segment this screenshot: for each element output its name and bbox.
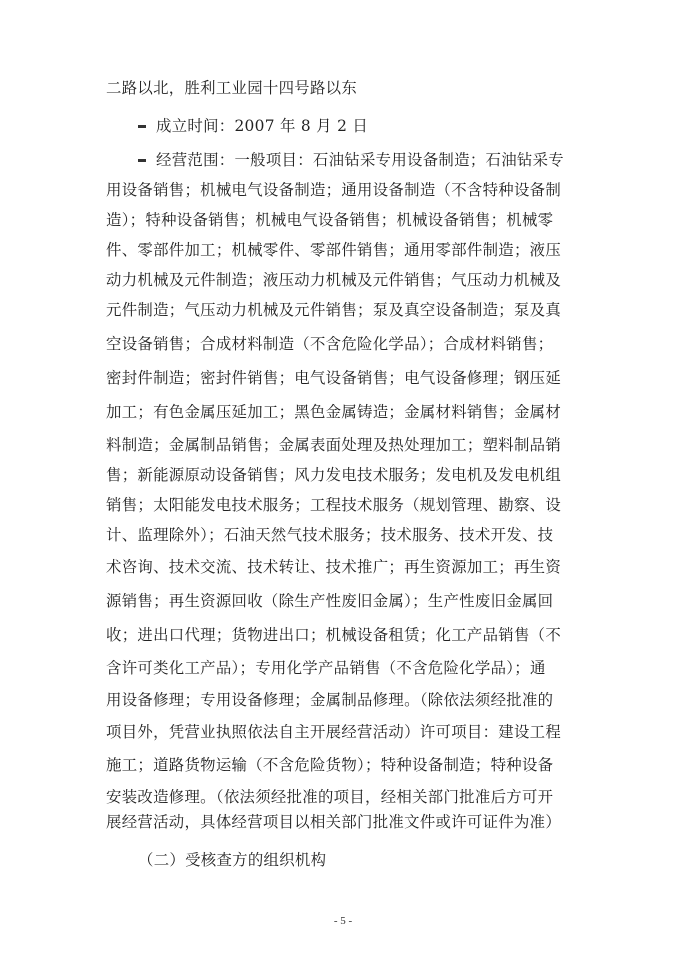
bullet-icon	[138, 159, 146, 162]
business-scope-line: 密封件制造；密封件销售；电气设备销售；电气设备修理；钢压延	[106, 369, 562, 387]
business-scope-line: 展经营活动，具体经营项目以相关部门批准文件或许可证件为准）	[106, 813, 562, 831]
business-scope-line: 项目外，凭营业执照依法自主开展经营活动）许可项目：建设工程	[106, 723, 562, 741]
business-scope-line: 经营范围：一般项目：石油钻采专用设备制造；石油钻采专	[156, 151, 564, 169]
business-scope-line: 料制造；金属制品销售；金属表面处理及热处理加工；塑料制品销	[106, 436, 562, 454]
address-continuation-line	[106, 78, 357, 98]
business-scope-line: 安装改造修理。（依法须经批准的项目，经相关部门批准后方可开	[106, 788, 554, 806]
business-scope-line: 施工；道路货物运输（不含危险货物）；特种设备制造；特种设备	[106, 756, 554, 774]
business-scope-line: 含许可类化工产品）；专用化学产品销售（不含危险化学品）；通	[106, 659, 546, 677]
business-scope-line: 用设备修理；专用设备修理；金属制品修理。（除依法须经批准的	[106, 691, 554, 709]
business-scope-line: 件、零部件加工；机械零件、零部件销售；通用零部件制造；液压	[106, 241, 562, 259]
business-scope-item	[136, 150, 564, 170]
business-scope-line: 计、监理除外）；石油天然气技术服务；技术服务、技术开发、技	[106, 526, 554, 544]
business-scope-line: 收；进出口代理；货物进出口；机械设备租赁；化工产品销售（不	[106, 626, 562, 644]
business-scope-line: 售；新能源原动设备销售；风力发电技术服务；发电机及发电机组	[106, 466, 562, 484]
page-number: - 5 -	[333, 915, 353, 927]
business-scope-line: 源销售；再生资源回收（除生产性废旧金属）；生产性废旧金属回	[106, 592, 554, 610]
business-scope-line: 动力机械及元件制造；液压动力机械及元件销售；气压动力机械及	[106, 271, 562, 289]
business-scope-line: 加工；有色金属压延加工；黑色金属铸造；金属材料销售；金属材	[106, 403, 562, 421]
established-date-item	[136, 116, 368, 136]
section-heading: （二）受核查方的组织机构	[138, 851, 327, 869]
address-text: 二路以北，胜利工业园十四号路以东	[106, 79, 358, 97]
business-scope-line: 造）；特种设备销售；机械电气设备销售；机械设备销售；机械零	[106, 211, 554, 229]
bullet-icon	[138, 125, 146, 128]
business-scope-line: 销售；太阳能发电技术服务；工程技术服务（规划管理、勘察、设	[106, 496, 562, 514]
business-scope-line: 术咨询、技术交流、技术转让、技术推广；再生资源加工；再生资	[106, 558, 562, 576]
established-date-text: 成立时间：2007 年 8 月 2 日	[156, 117, 369, 135]
business-scope-line: 元件制造；气压动力机械及元件销售；泵及真空设备制造；泵及真	[106, 301, 562, 319]
business-scope-line: 用设备销售；机械电气设备制造；通用设备制造（不含特种设备制	[106, 181, 562, 199]
business-scope-line: 空设备销售；合成材料制造（不含危险化学品）；合成材料销售；	[106, 335, 554, 353]
